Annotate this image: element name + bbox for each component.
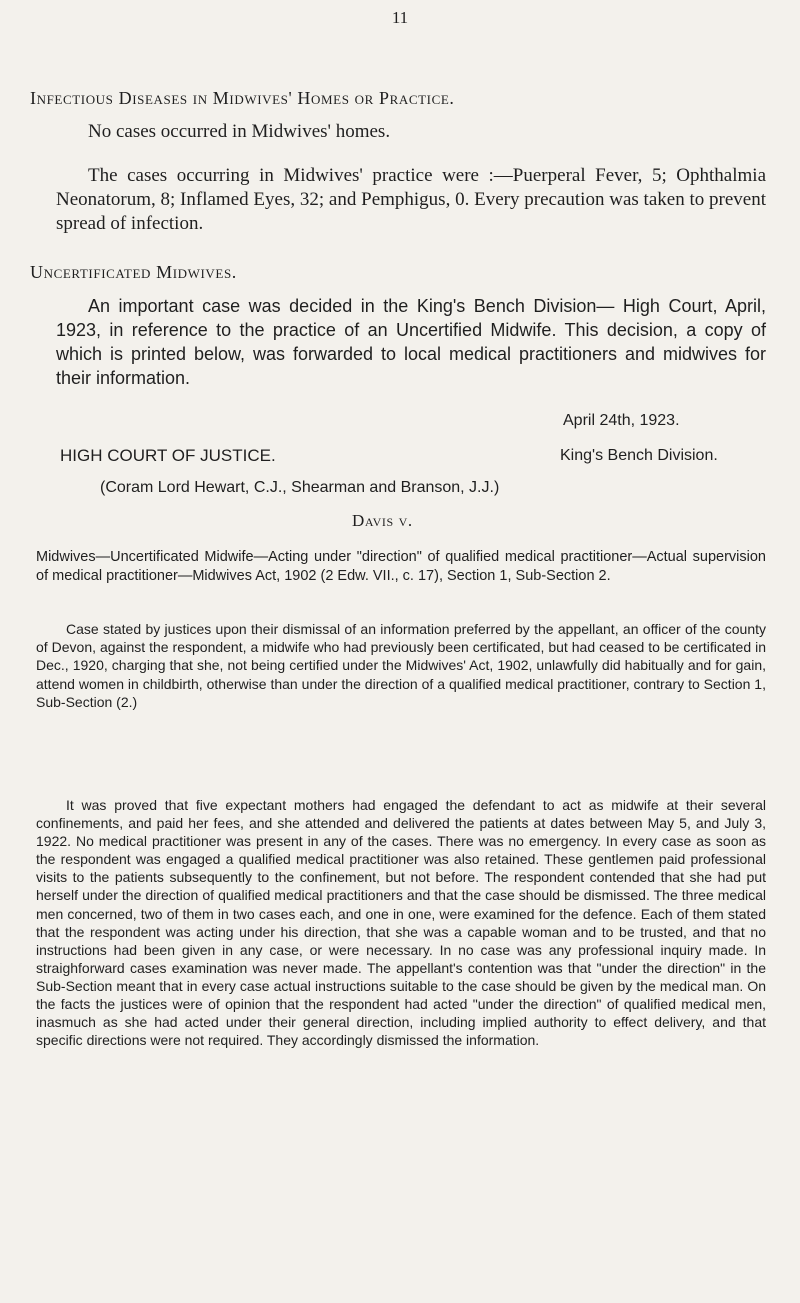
case-title: Davis v. <box>352 511 413 530</box>
court-division: King's Bench Division. <box>560 447 718 464</box>
paragraph-cases-occurring: The cases occurring in Midwives' practice were :—Puerperal Fever, 5; Ophthalmia Neonatorum, 8; Inflamed Eyes, 32; and Pemphigus, 0. Every precaution was taken to prevent spread of infection. <box>56 165 766 234</box>
case-judges: (Coram Lord Hewart, C.J., Shearman and Branson, J.J.) <box>100 479 500 496</box>
paragraph-important-case: An important case was decided in the King's Bench Division— High Court, April, 1923, in reference to the practice of an Uncertified Midwife. This decision, a copy of which is printed below, was forwarded to local medical practitioners and midwives for their information. <box>56 296 766 388</box>
page-number: 11 <box>391 8 409 27</box>
case-paragraph-proved: It was proved that five expectant mothers had engaged the defendant to act as midwife at their several confinements, and paid her fees, and she attended and delivered the patients at dates between May 5, and July 3, 1922. No medical practitioner was present in any of the cases. There was no emergency. In every case as soon as the respondent was engaged a qualified medical practitioner was also retained. These gentlemen paid professional visits to the patients subsequently to the confinement, but not before. The respondent contended that she had put herself under the direction of qualified medical practitioners and that the case should be dismissed. The three medical men concerned, two of them in two cases each, and one in one, were examined for the defence. Each of them stated that the respondent was acting under his direction, that she was a capable woman and to be trusted, and that no instructions had been given in any case, or were necessary. In no case was any professional inquiry made. In straighforward cases examination was never made. The appellant's contention was that "under the direction" in the Sub-Section meant that in every case actual instructions suitable to the case should be given by the medical man. On the facts the justices were of opinion that the respondent had acted "under the direction" of qualified medical men, inasmuch as she had acted under their general direction, including implied authority to effect delivery, and that specific directions were not required. They accordingly dismissed the information. <box>36 797 766 1049</box>
case-summary: Midwives—Uncertificated Midwife—Acting under "direction" of qualified medical practitioner—Actual supervision of medical practitioner—Midwives Act, 1902 (2 Edw. VII., c. 17), Section 1, Sub-Section 2. <box>36 549 766 584</box>
court-name: HIGH COURT OF JUSTICE. <box>60 446 276 465</box>
section-heading-infectious-diseases: Infectious Diseases in Midwives' Homes or Practice. <box>30 88 455 108</box>
case-paragraph-stated: Case stated by justices upon their dismissal of an information preferred by the appellant, an officer of the county of Devon, against the respondent, a midwife who had previously been certificated, but had ceased to be certificated in Dec., 1920, charging that she, not being certified under the Midwives' Act, 1902, unlawfully did habitually and for gain, attend women in childbirth, otherwise than under the direction of a qualified medical practitioner, contrary to Section 1, Sub-Section (2.) <box>36 621 766 710</box>
section-heading-uncertificated-midwives: Uncertificated Midwives. <box>30 262 237 282</box>
case-date: April 24th, 1923. <box>563 412 680 429</box>
paragraph-no-cases: No cases occurred in Midwives' homes. <box>88 121 391 142</box>
